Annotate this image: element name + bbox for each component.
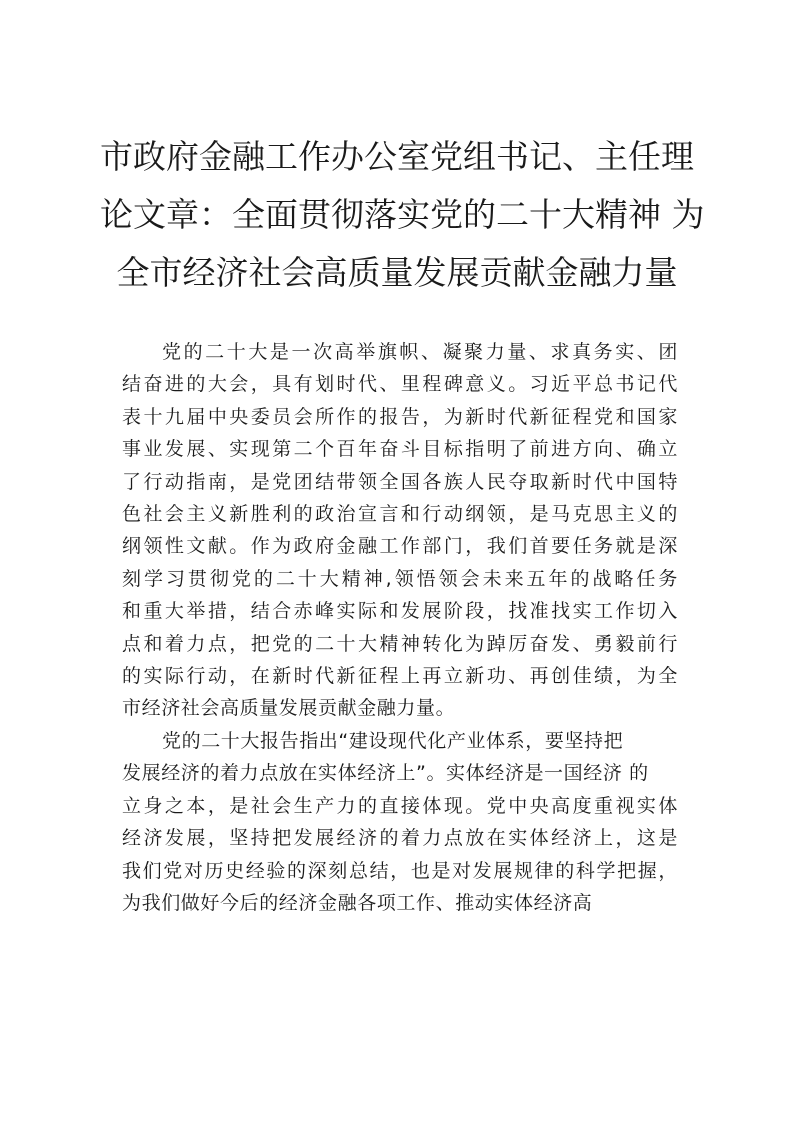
text-line: 发展经济的着力点放在实体经济上”。实体经济是一国经济 的 xyxy=(122,762,649,785)
text-line: 事业发展、实现第二个百年奋斗目标指明了前进方向、确立 xyxy=(122,438,678,461)
text-line: 点和着力点，把党的二十大精神转化为踔厉奋发、勇毅前行 xyxy=(122,632,678,655)
article-title xyxy=(100,128,705,302)
text-line: 色社会主义新胜利的政治宣言和行动纲领，是马克思主义的 xyxy=(122,503,678,526)
text-line: 党的二十大是一次高举旗帜、凝聚力量、求真务实、团 xyxy=(162,341,678,363)
text-line: 结奋进的大会，具有划时代、里程碑意义。习近平总书记代 xyxy=(122,373,678,396)
text-line: 和重大举措，结合赤峰实际和发展阶段，找准找实工作切入 xyxy=(122,600,678,623)
paragraph-1 xyxy=(122,336,678,725)
paragraph-2 xyxy=(122,725,678,919)
text-line: 了行动指南，是党团结带领全国各族人民夺取新时代中国特 xyxy=(122,470,678,493)
text-line: 立身之本，是社会生产力的直接体现。党中央高度重视实体 xyxy=(122,794,678,817)
text-line: 为我们做好今后的经济金融各项工作、推动实体经济高 xyxy=(122,891,593,914)
text-line: 的实际行动，在新时代新征程上再立新功、再创佳绩，为全 xyxy=(122,665,678,688)
text-line: 市经济社会高质量发展贡献金融力量。 xyxy=(122,697,456,720)
title-line: 市政府金融工作办公室党组书记、主任理 xyxy=(100,137,694,176)
text-line: 党的二十大报告指出“建设现代化产业体系，要坚持把 xyxy=(162,729,624,752)
text-line: 表十九届中央委员会所作的报告，为新时代新征程党和国家 xyxy=(122,405,678,428)
text-line: 经济发展，坚持把发展经济的着力点放在实体经济上，这是 xyxy=(122,827,678,850)
text-line: 我们党对历史经验的深刻总结，也是对发展规律的科学把握， xyxy=(122,859,678,882)
article-body xyxy=(122,336,678,919)
text-line: 纲领性文献。作为政府金融工作部门，我们首要任务就是深 xyxy=(122,535,678,558)
text-line: 刻学习贯彻党的二十大精神,领悟领会未来五年的战略任务 xyxy=(122,567,678,590)
title-line: 全市经济社会高质量发展贡献金融力量 xyxy=(116,253,678,292)
title-line: 论文章：全面贯彻落实党的二十大精神 为 xyxy=(100,195,705,234)
